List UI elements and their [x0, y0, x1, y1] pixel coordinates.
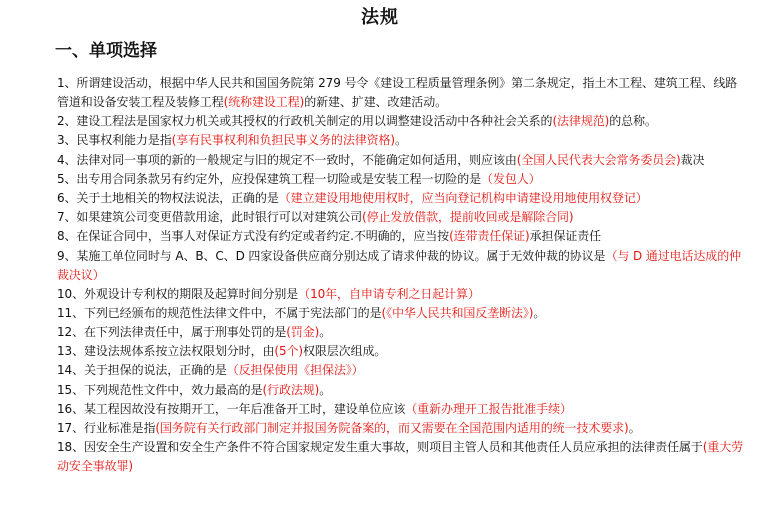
question-tail: 裁决	[680, 152, 705, 167]
question-text: 13、建设法规体系按立法权限划分时，由	[57, 344, 275, 359]
question-tail: 的总称。	[609, 114, 657, 129]
question-text: 15、下列规范性文件中，效力最高的是	[57, 382, 263, 397]
answer-text: （建立建设用地使用权时，应当向登记机构申请建设用地使用权登记）	[278, 190, 648, 205]
question-item	[57, 361, 747, 380]
question-item	[57, 323, 747, 342]
question-text: 11、下列已经颁布的规范性法律文件中，不属于宪法部门的是	[57, 305, 382, 320]
question-text: 6、关于土地相关的物权法说法，正确的是	[57, 190, 279, 205]
answer-text: （重新办理开工报告批准手续）	[405, 401, 572, 416]
question-text: 7、如果建筑公司变更借款用途，此时银行可以对建筑公司	[57, 210, 363, 225]
question-item	[57, 438, 747, 476]
answer-text: (统称建设工程)	[223, 95, 305, 109]
question-list	[57, 74, 747, 476]
question-item	[57, 285, 747, 304]
question-tail: 。	[395, 133, 407, 148]
answer-text: (停止发放借款，提前收回或是解除合同)	[362, 210, 574, 225]
question-tail: 。	[319, 382, 332, 397]
question-tail: 权限层次组成。	[302, 344, 387, 359]
question-tail: 承担保证责任	[529, 229, 602, 244]
question-item	[57, 227, 747, 246]
question-text: 2、建设工程法是国家权力机关或其授权的行政机关制定的用以调整建设活动中各种社会关系的	[57, 114, 553, 129]
question-item	[57, 381, 747, 400]
question-text: 17、行业标准是指	[57, 421, 156, 435]
answer-text: (连带责任保证)	[449, 229, 530, 244]
answer-text: (法律规范)	[552, 114, 610, 129]
answer-text: (5个)	[274, 344, 303, 359]
question-item	[57, 400, 747, 419]
question-item	[57, 342, 747, 361]
question-text: 14、关于担保的说法，正确的是	[57, 363, 227, 378]
question-text: 10、外观设计专利权的期限及起算时间分别是	[57, 286, 299, 301]
question-tail: 的新建、扩建、改建活动。	[304, 95, 447, 109]
question-item	[57, 304, 747, 323]
question-item	[57, 189, 747, 208]
question-text: 1、所谓建设活动，根据中华人民共和国国务院第 279 号令《建设工程质量管理条例》第二条规定，指土木工程、建筑工程、线路管道和设备安装工程及装修工程	[57, 76, 738, 109]
question-text: 16、某工程因故没有按期开工，一年后准备开工时，建设单位应该	[57, 401, 406, 416]
question-text: 3、民事权利能力是指	[57, 133, 172, 148]
question-item	[57, 151, 747, 170]
document-title: 法规	[361, 7, 399, 28]
question-item	[57, 74, 747, 112]
answer-text: (国务院有关行政部门制定并报国务院备案的，而又需要在全国范围内适用的统一技术要求)	[155, 421, 629, 435]
question-tail: 。	[319, 325, 332, 340]
question-tail: 。	[628, 421, 641, 435]
answer-text: (重大劳动安全事故罪)	[57, 440, 744, 474]
question-item	[57, 112, 747, 131]
answer-text: (享有民事权利和负担民事义务的法律资格)	[171, 133, 396, 148]
answer-text: （与 D 通过电话达成的仲裁决议）	[57, 248, 742, 282]
question-item	[57, 208, 747, 227]
answer-text: （反担保使用《担保法》）	[226, 363, 364, 378]
question-item	[57, 419, 747, 438]
section-heading: 一、单项选择	[55, 41, 157, 61]
question-tail: 。	[533, 305, 546, 320]
answer-text: (行政法规)	[262, 382, 320, 397]
answer-text: （10年，自申请专利之日起计算）	[298, 286, 480, 301]
question-text: 5、出专用合同条款另有约定外，应投保建筑工程一切险或是安装工程一切险的是	[57, 171, 482, 186]
question-item	[57, 131, 747, 150]
question-item	[57, 247, 747, 285]
question-item	[57, 170, 747, 189]
question-text: 4、法律对同一事项的新的一般规定与旧的规定不一致时，不能确定如何适用，则应该由	[57, 152, 517, 167]
answer-text: (全国人民代表大会常务委员会)	[516, 152, 681, 167]
question-text: 9、某施工单位同时与 A、B、C、D 四家设备供应商分别达成了请求仲裁的协议。属于无效仲裁的协议是	[57, 248, 606, 263]
question-text: 18、因安全生产设置和安全生产条件不符合国家规定发生重大事故，则项目主管人员和其他责任人员应承担的法律责任属于	[57, 440, 703, 455]
question-text: 8、在保证合同中，当事人对保证方式没有约定或者约定.不明确的，应当按	[57, 229, 450, 244]
answer-text: （发包人）	[481, 171, 541, 186]
question-text: 12、在下列法律责任中，属于刑事处罚的是	[57, 325, 287, 340]
answer-text: (《中华人民共和国反垄断法》)	[381, 305, 534, 320]
answer-text: (罚金)	[286, 325, 320, 340]
